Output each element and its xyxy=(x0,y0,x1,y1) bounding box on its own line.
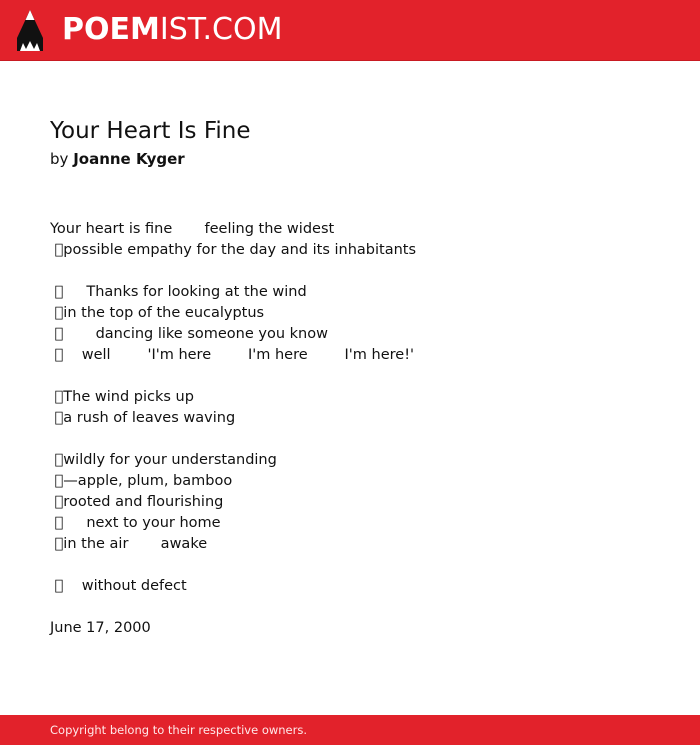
stanza-break xyxy=(50,555,670,576)
poem-author[interactable]: Joanne Kyger xyxy=(73,150,185,168)
poem-line:  possible empathy for the day and its inhabitants xyxy=(50,242,417,258)
poem-line:   dancing like someone you know xyxy=(50,326,328,342)
poem-line:   Thanks for looking at the wind xyxy=(50,284,307,300)
poem-line:   without defect xyxy=(50,578,187,594)
poem-line:  The wind picks up xyxy=(50,389,194,405)
poem-line: Your heart is fine feeling the widest xyxy=(50,221,335,237)
poem-line:  a rush of leaves waving xyxy=(50,410,236,426)
stanza-break xyxy=(50,261,670,282)
poem-line:  wildly for your understanding xyxy=(50,452,277,468)
poem-heading xyxy=(50,116,670,172)
poem-line:  —apple, plum, bamboo xyxy=(50,473,233,489)
poem-line:  in the top of the eucalyptus xyxy=(50,305,265,321)
pencil-icon[interactable] xyxy=(17,10,43,51)
site-header xyxy=(0,0,700,61)
stanza-break xyxy=(50,366,670,387)
logo-bold-text: POEM xyxy=(62,12,160,47)
poem-title: Your Heart Is Fine xyxy=(50,118,251,144)
logo-light-text: IST.COM xyxy=(159,12,283,47)
poem-line:  in the air awake xyxy=(50,536,208,552)
poem-line:   well 'I'm here I'm here I'm here!' xyxy=(50,347,415,363)
poem-line:   next to your home xyxy=(50,515,221,531)
site-logo[interactable] xyxy=(62,11,282,49)
copyright-text: Copyright belong to their respective owners. xyxy=(50,723,308,737)
poem-line:  rooted and flourishing xyxy=(50,494,224,510)
stanza-break xyxy=(50,429,670,450)
by-label: by xyxy=(50,150,69,168)
poem-byline xyxy=(50,146,670,172)
site-footer xyxy=(0,715,700,745)
poem-date: June 17, 2000 xyxy=(50,620,151,636)
poem-body xyxy=(50,219,670,597)
